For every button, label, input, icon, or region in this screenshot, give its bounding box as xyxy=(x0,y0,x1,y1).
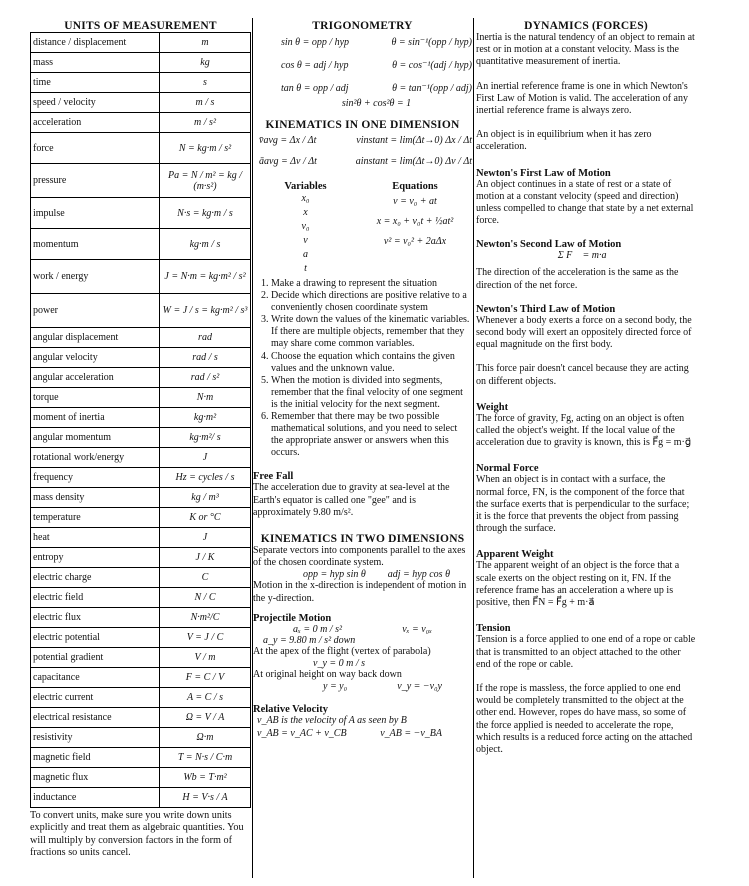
unit-quantity: electrical resistance xyxy=(31,708,160,728)
unit-quantity: temperature xyxy=(31,508,160,528)
table-row xyxy=(31,608,251,628)
table-row xyxy=(31,748,251,768)
table-row xyxy=(31,113,251,133)
unit-symbol: N = kg·m / s² xyxy=(160,133,251,164)
unit-symbol: rad / s² xyxy=(160,368,251,388)
unit-quantity: time xyxy=(31,73,160,93)
aavg-eq: āavg = Δv / Δt xyxy=(259,156,317,167)
table-row xyxy=(31,508,251,528)
kin1-table xyxy=(253,181,472,276)
unit-symbol: Ω·m xyxy=(160,728,251,748)
trig-equations xyxy=(253,32,472,109)
adj-eq: adj = hyp cos θ xyxy=(387,569,450,581)
table-row xyxy=(31,53,251,73)
table-row xyxy=(31,33,251,53)
rel1: v_AB is the velocity of A as seen by B xyxy=(257,715,407,727)
table-row xyxy=(31,548,251,568)
unit-quantity: speed / velocity xyxy=(31,93,160,113)
apex-text: At the apex of the flight (vertex of parabola) xyxy=(253,645,431,657)
unit-quantity: power xyxy=(31,294,160,328)
unit-symbol: J = N·m = kg·m² / s² xyxy=(160,260,251,294)
unit-symbol: s xyxy=(160,73,251,93)
rel2: v_AB = v_AC + v_CB xyxy=(257,728,347,740)
unit-symbol: kg / m³ xyxy=(160,488,251,508)
trig-identity: sin²θ + cos²θ = 1 xyxy=(341,98,412,109)
table-row xyxy=(31,588,251,608)
list-item: 3. Write down the values of the kinematic variables. If there are multiple objects, remember that they may share come common variables. xyxy=(271,314,472,350)
unit-symbol: N·s = kg·m / s xyxy=(160,198,251,229)
unit-symbol: Wb = T·m² xyxy=(160,768,251,788)
kinematic-variable: a xyxy=(303,249,308,260)
cos-eq: cos θ = adj / hyp xyxy=(281,60,349,71)
unit-symbol: K or °C xyxy=(160,508,251,528)
unit-quantity: impulse xyxy=(31,198,160,229)
kinematic-variable: v₀ xyxy=(301,221,310,232)
table-row xyxy=(31,229,251,260)
eqs-head: Equations xyxy=(392,181,438,192)
kinematic-equation: v = v₀ + at xyxy=(393,196,437,207)
unit-quantity: potential gradient xyxy=(31,648,160,668)
ainst-eq: ainstant = lim(Δt→0) Δv / Δt xyxy=(355,156,472,167)
unit-quantity: frequency xyxy=(31,468,160,488)
equilibrium-text: An object is in equilibrium when it has zero acceleration. xyxy=(476,129,652,153)
opp-eq: opp = hyp sin θ xyxy=(303,569,366,581)
ax-eq: aₓ = 0 m / s² xyxy=(293,623,342,635)
sin-eq: sin θ = opp / hyp xyxy=(281,37,350,48)
table-row xyxy=(31,260,251,294)
unit-quantity: distance / displacement xyxy=(31,33,160,53)
unit-symbol: F = C / V xyxy=(160,668,251,688)
table-row xyxy=(31,93,251,113)
asin-eq: θ = sin⁻¹(opp / hyp) xyxy=(391,37,472,48)
proj-title: Projectile Motion xyxy=(253,612,332,624)
vavg-eq: v̄avg = Δx / Δt xyxy=(259,135,317,146)
unit-quantity: inductance xyxy=(31,788,160,808)
unit-quantity: electric potential xyxy=(31,628,160,648)
unit-quantity: pressure xyxy=(31,164,160,198)
unit-symbol: rad / s xyxy=(160,348,251,368)
kin2-title: KINEMATICS IN TWO DIMENSIONS xyxy=(260,533,465,546)
normal-force-title: Normal Force xyxy=(476,463,539,475)
tan-eq: tan θ = opp / adj xyxy=(281,83,349,94)
acos-eq: θ = cos⁻¹(adj / hyp) xyxy=(392,60,472,71)
unit-quantity: heat xyxy=(31,528,160,548)
unit-symbol: J / K xyxy=(160,548,251,568)
trig-title: TRIGONOMETRY xyxy=(312,20,413,32)
normal-force-text: When an object is in contact with a surface, the normal force, FN, is the component of the force that the surface exerts that is perpendicular to the surface; it is the force that prevents the object from passing through the surface. xyxy=(476,474,690,535)
table-row xyxy=(31,348,251,368)
unit-symbol: m / s xyxy=(160,93,251,113)
unit-symbol: C xyxy=(160,568,251,588)
vinst-eq: vinstant = lim(Δt→0) Δx / Δt xyxy=(356,135,472,146)
unit-quantity: angular acceleration xyxy=(31,368,160,388)
atan-eq: θ = tan⁻¹(opp / adj) xyxy=(392,83,472,94)
table-row xyxy=(31,428,251,448)
table-row xyxy=(31,788,251,808)
vars-head: Variables xyxy=(284,181,327,192)
unit-symbol: m / s² xyxy=(160,113,251,133)
unit-symbol: m xyxy=(160,33,251,53)
rel-title: Relative Velocity xyxy=(253,704,328,716)
newton2-text: The direction of the acceleration is the same as the direction of the net force. xyxy=(476,267,679,291)
table-row xyxy=(31,688,251,708)
unit-symbol: kg xyxy=(160,53,251,73)
tension-text: Tension is a force applied to one end of a rope or cable that is transmitted to an object attached to the other end of the rope or cable. xyxy=(476,634,696,670)
table-row xyxy=(31,668,251,688)
kin1-title: KINEMATICS IN ONE DIMENSION xyxy=(265,119,460,131)
trig-kinematics-column xyxy=(253,20,472,739)
table-row xyxy=(31,198,251,229)
freefall-title: Free Fall xyxy=(253,471,294,483)
unit-quantity: rotational work/energy xyxy=(31,448,160,468)
unit-symbol: Pa = N / m² = kg / (m·s²) xyxy=(160,164,251,198)
units-table xyxy=(30,32,251,808)
unit-quantity: mass density xyxy=(31,488,160,508)
y-eq: y = y₀ xyxy=(323,681,348,693)
list-item: 1. Make a drawing to represent the situation xyxy=(271,278,472,290)
unit-symbol: rad xyxy=(160,328,251,348)
unit-quantity: work / energy xyxy=(31,260,160,294)
kinematic-equation: x = x₀ + v₀t + ½at² xyxy=(376,216,454,227)
tension-massless-text: If the rope is massless, the force applied to one end would be completely transmitted to the object at the other end. However, ropes do have mass, so some of the force applied is needed to accelerate the rope, which results is a reduced force acting on the attached object. xyxy=(476,682,693,755)
kin1-steps xyxy=(253,278,472,459)
unit-quantity: angular velocity xyxy=(31,348,160,368)
table-row xyxy=(31,708,251,728)
inertia-text: Inertia is the natural tendency of an object to remain at rest or in motion at a constant velocity. Mass is the quantitative measurement of inertia. xyxy=(476,32,695,68)
table-row xyxy=(31,728,251,748)
unit-symbol: N / C xyxy=(160,588,251,608)
list-item: 2. Decide which directions are positive relative to a conveniently chosen coordinate system xyxy=(271,290,472,314)
table-row xyxy=(31,388,251,408)
vyneg-eq: v_y = −v₀y xyxy=(397,681,442,693)
kin2-text1: Separate vectors into components parallel to the axes of the chosen coordinate system. xyxy=(253,545,466,569)
units-title: UNITS OF MEASUREMENT xyxy=(64,20,217,32)
freefall-text: The acceleration due to gravity at sea-level at the Earth's equator is called one "gee" and is approximately 9.80 m/s². xyxy=(253,482,450,518)
tension-title: Tension xyxy=(476,623,511,635)
vx-eq: vₓ = v₀ₓ xyxy=(402,623,432,635)
units-column xyxy=(30,20,251,860)
unit-quantity: force xyxy=(31,133,160,164)
table-row xyxy=(31,328,251,348)
unit-quantity: magnetic field xyxy=(31,748,160,768)
unit-quantity: angular displacement xyxy=(31,328,160,348)
newton2-eq: Σ F⃗ = m·a⃗ xyxy=(557,250,615,262)
unit-quantity: mass xyxy=(31,53,160,73)
newton3-text: Whenever a body exerts a force on a second body, the second body will exert an oppositely directed force of equal magnitude on the first body. xyxy=(476,314,692,351)
back-text: At original height on way back down xyxy=(253,669,402,681)
table-row xyxy=(31,628,251,648)
unit-quantity: resistivity xyxy=(31,728,160,748)
unit-symbol: J xyxy=(160,528,251,548)
unit-quantity: capacitance xyxy=(31,668,160,688)
unit-symbol: V / m xyxy=(160,648,251,668)
unit-quantity: torque xyxy=(31,388,160,408)
list-item: 6. Remember that there may be two possible mathematical solutions, and you need to select the appropriate answer or answers when this occurs. xyxy=(271,411,472,459)
unit-symbol: N·m xyxy=(160,388,251,408)
table-row xyxy=(31,294,251,328)
newton1-title: Newton's First Law of Motion xyxy=(476,167,611,179)
column-divider-2 xyxy=(473,18,474,878)
unit-symbol: T = N·s / C·m xyxy=(160,748,251,768)
unit-symbol: J xyxy=(160,448,251,468)
unit-symbol: A = C / s xyxy=(160,688,251,708)
ay-eq: a_y = 9.80 m / s² down xyxy=(263,634,356,646)
unit-quantity: electric flux xyxy=(31,608,160,628)
kinematic-variable: v xyxy=(303,235,308,246)
newton3-note: This force pair doesn't cancel because they are acting on different objects. xyxy=(476,363,689,387)
table-row xyxy=(31,368,251,388)
table-row xyxy=(31,528,251,548)
apparent-weight-title: Apparent Weight xyxy=(476,549,554,561)
table-row xyxy=(31,488,251,508)
weight-title: Weight xyxy=(476,401,509,413)
unit-quantity: electric field xyxy=(31,588,160,608)
unit-symbol: kg·m² xyxy=(160,408,251,428)
unit-symbol: kg·m / s xyxy=(160,229,251,260)
unit-quantity: entropy xyxy=(31,548,160,568)
unit-quantity: electric current xyxy=(31,688,160,708)
unit-symbol: Hz = cycles / s xyxy=(160,468,251,488)
unit-quantity: angular momentum xyxy=(31,428,160,448)
newton1-text: An object continues in a state of rest or a state of motion at a constant velocity (speed and direction) unless compelled to change that state by a net external force. xyxy=(476,178,694,227)
list-item: 5. When the motion is divided into segments, remember that the final velocity of one segment is the initial velocity for the next segment. xyxy=(271,375,472,411)
units-note: To convert units, make sure you write down units explicitly and treat them as algebraic quantities. You will multiply by conversion factors in the form of fractions so units cancel. xyxy=(30,810,244,859)
table-row xyxy=(31,768,251,788)
table-row xyxy=(31,164,251,198)
kinematic-variable: t xyxy=(304,263,307,274)
unit-symbol: V = J / C xyxy=(160,628,251,648)
dyn-title: DYNAMICS (FORCES) xyxy=(524,20,648,32)
weight-text: The force of gravity, Fg, acting on an object is often called the object's weight. If the local value of the acceleration due to gravity is known, this is F⃗g = m·g⃗ xyxy=(476,412,692,449)
unit-quantity: momentum xyxy=(31,229,160,260)
apparent-weight-text: The apparent weight of an object is the force that a scale exerts on the object resting on it, FN. If the reference frame has an acceleration a where up is positive, then F⃗N = F⃗g + m·a⃗ xyxy=(476,560,680,609)
unit-symbol: H = V·s / A xyxy=(160,788,251,808)
table-row xyxy=(31,133,251,164)
table-row xyxy=(31,648,251,668)
table-row xyxy=(31,408,251,428)
table-row xyxy=(31,73,251,93)
kin1-defs xyxy=(253,131,472,167)
table-row xyxy=(31,468,251,488)
inertial-frame-text: An inertial reference frame is one in which Newton's First Law of Motion is valid. The acceleration of any inertial reference frame is always zero. xyxy=(476,80,688,117)
unit-symbol: W = J / s = kg·m² / s³ xyxy=(160,294,251,328)
kinematic-variable: x xyxy=(303,207,308,218)
unit-symbol: N·m²/C xyxy=(160,608,251,628)
vy0-eq: v_y = 0 m / s xyxy=(313,658,366,670)
table-row xyxy=(31,448,251,468)
dynamics-column xyxy=(476,20,696,756)
list-item: 4. Choose the equation which contains the given values and the unknown value. xyxy=(271,351,472,375)
kinematic-equation: v² = v₀² + 2aΔx xyxy=(383,236,447,247)
unit-quantity: electric charge xyxy=(31,568,160,588)
newton3-title: Newton's Third Law of Motion xyxy=(476,303,616,315)
unit-quantity: magnetic flux xyxy=(31,768,160,788)
unit-quantity: moment of inertia xyxy=(31,408,160,428)
unit-symbol: Ω = V / A xyxy=(160,708,251,728)
unit-quantity: acceleration xyxy=(31,113,160,133)
kin2-text2: Motion in the x-direction is independent of motion in the y-direction. xyxy=(253,580,467,604)
newton2-title: Newton's Second Law of Motion xyxy=(476,239,622,251)
unit-symbol: kg·m²/ s xyxy=(160,428,251,448)
table-row xyxy=(31,568,251,588)
rel3: v_AB = −v_BA xyxy=(380,728,442,740)
kinematic-variable: x₀ xyxy=(301,193,310,204)
